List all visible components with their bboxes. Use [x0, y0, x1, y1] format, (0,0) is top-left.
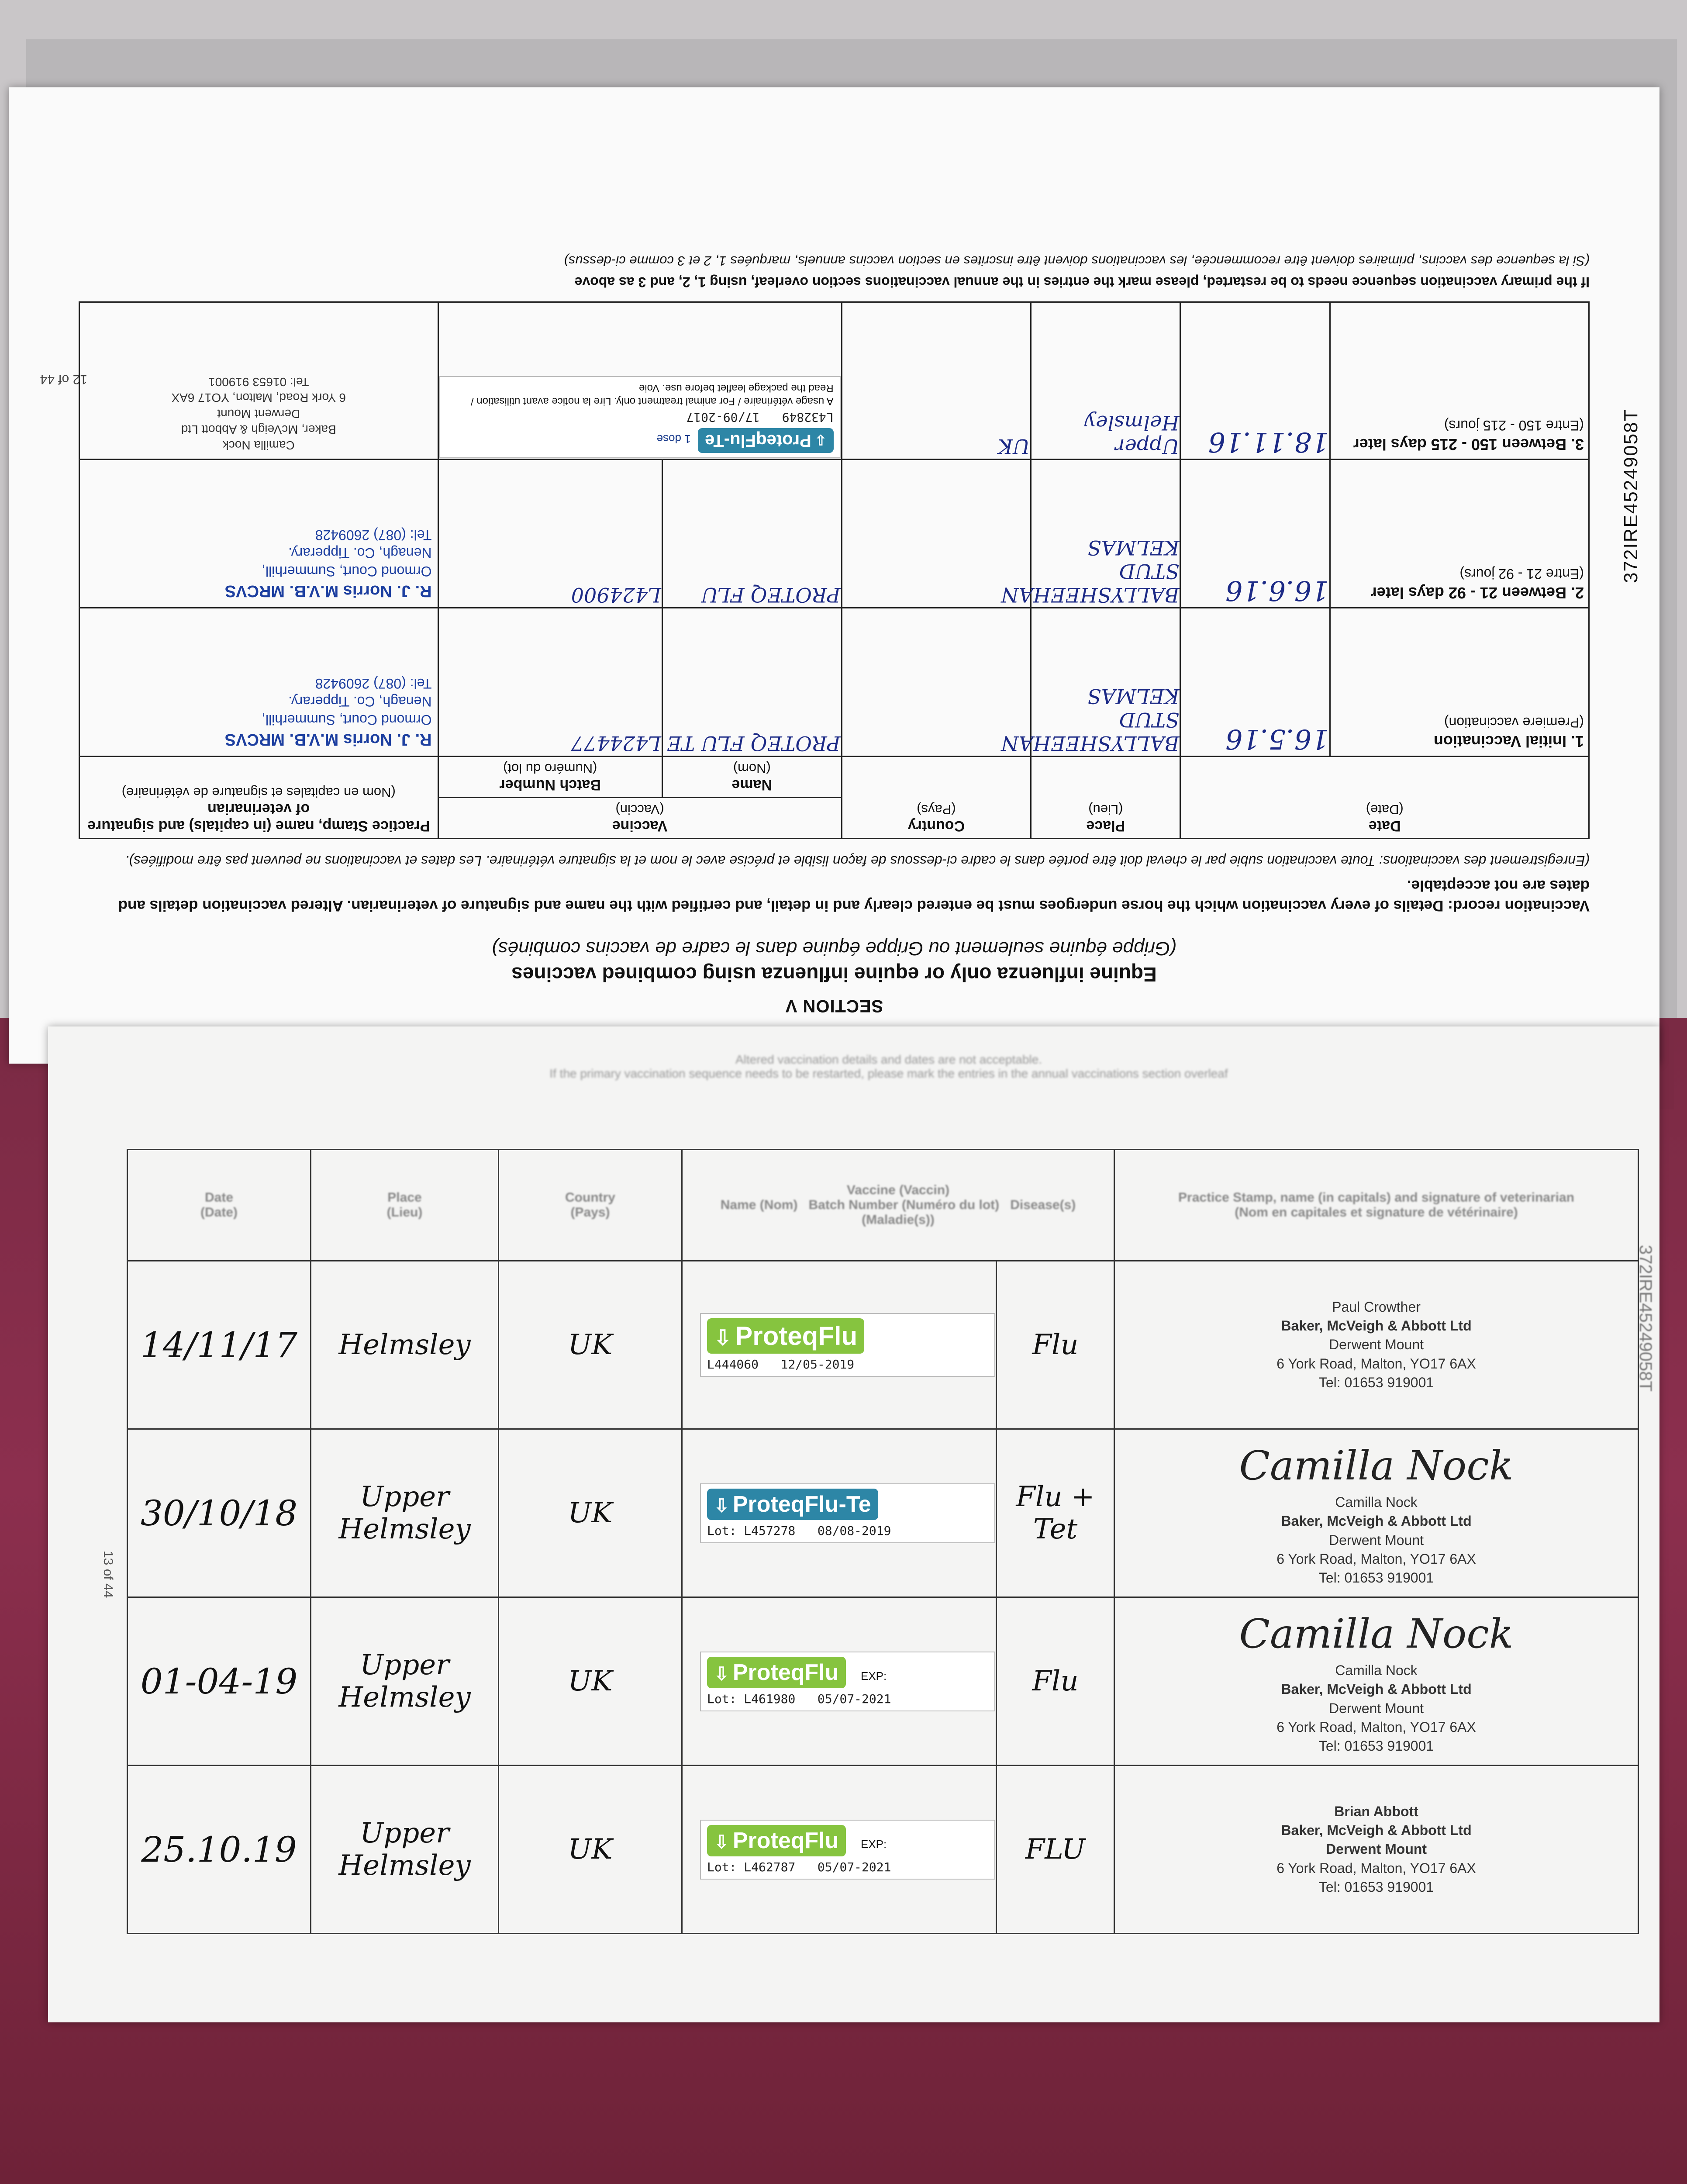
- country-cell: UK: [842, 302, 1031, 460]
- vaccine-sticker-cell: [682, 1261, 997, 1429]
- place-header: Place (Lieu): [1031, 757, 1180, 839]
- stamp-header: Practice Stamp, name (in capitals) and signature of veterinarian (Nom en capitales et signature de vétérinaire): [1114, 1150, 1639, 1261]
- date-cell: 16.5.16: [1180, 608, 1330, 757]
- table-row: [128, 1429, 1639, 1597]
- table-row: [79, 302, 1589, 460]
- table-row: [128, 1261, 1639, 1429]
- stamp-cell: Camilla Nock Camilla Nock Baker, McVeigh & Abbott Ltd Derwent Mount 6 York Road, Malton, YO17 6AX Tel: 01653 919001: [1114, 1597, 1639, 1766]
- stamp-cell: Brian Abbott Baker, McVeigh & Abbott Ltd Derwent Mount 6 York Road, Malton, YO17 6AX Tel: 01653 919001: [1114, 1766, 1639, 1934]
- date-cell: 30/10/18: [128, 1429, 311, 1597]
- table-header-row: [128, 1150, 1639, 1261]
- section-subtitle-fr: (Grippe équine seulement ou Grippe équine dans le cadre de vaccins combinés): [492, 938, 1176, 959]
- vaccine-sticker: ⇩ ProteqFlu EXP: Lot: L461980 05/07-2021: [700, 1652, 995, 1711]
- date-cell: 01-04-19: [128, 1597, 311, 1766]
- disease-cell: FLU: [997, 1766, 1114, 1934]
- passport-page-12: [9, 87, 1659, 1064]
- arrow-icon: ⇩: [714, 1663, 729, 1684]
- batch-cell: L424477: [438, 608, 662, 757]
- table-row: [79, 608, 1589, 757]
- country-cell: UK: [499, 1766, 682, 1934]
- vaccine-name-cell: PROTEQ FLU: [662, 460, 842, 608]
- disease-cell: Flu: [997, 1261, 1114, 1429]
- annual-vaccination-table: [127, 1149, 1639, 1934]
- passport-page-13: [48, 1026, 1659, 2022]
- date-cell: 14/11/17: [128, 1261, 311, 1429]
- table-row: [79, 460, 1589, 608]
- vaccination-table: [79, 301, 1590, 839]
- passport-id-side: 372IRE45249058T: [1636, 1245, 1655, 1392]
- row-label: 2. Between 21 - 92 days later (Entre 21 - 92 jours): [1330, 460, 1589, 608]
- date-cell: 25.10.19: [128, 1766, 311, 1934]
- date-header: Date (Date): [128, 1150, 311, 1261]
- blurred-heading: Altered vaccination details and dates are not acceptable. If the primary vaccination sequence needs to be restarted, please mark the entries in the annual vaccinations section overleaf: [549, 1053, 1228, 1080]
- vaccination-record-text-fr: (Enregistrement des vaccinations: Toute vaccination subie par le cheval doit être portée dans le cadre ci-dessous de façon lisible et précise avec le nom et la signature vétérinaire. Les dates et vaccinations ne peuvent pas être modifiées).: [125, 853, 1590, 869]
- arrow-icon: ⇩: [714, 1327, 732, 1350]
- stamp-cell: Camilla Nock Camilla Nock Baker, McVeigh & Abbott Ltd Derwent Mount 6 York Road, Malton, YO17 6AX Tel: 01653 919001: [1114, 1429, 1639, 1597]
- place-cell: Upper Helmsley: [1031, 302, 1180, 460]
- vaccine-name-cell: PROTEQ FLU TE: [662, 608, 842, 757]
- date-header: Date (Date): [1180, 757, 1589, 839]
- page-number: 12 of 44: [40, 372, 87, 387]
- place-cell: Upper Helmsley: [311, 1597, 499, 1766]
- batch-cell: L424900: [438, 460, 662, 608]
- arrow-icon: ⇩: [714, 1831, 729, 1852]
- stamp-header: Practice Stamp, name (in capitals) and signature of veterinarian (Nom en capitales et signature de vétérinaire): [79, 757, 438, 839]
- place-cell: BALLYSHEEHAN STUD KELMAS: [1031, 608, 1180, 757]
- place-header: Place (Lieu): [311, 1150, 499, 1261]
- section-title: SECTION V: [785, 996, 883, 1016]
- page-12-content: [9, 87, 1659, 1064]
- row-label: 1. Initial Vaccination (Premiere vaccination): [1330, 608, 1589, 757]
- stamp-cell: Camilla Nock Baker, McVeigh & Abbott Ltd Derwent Mount 6 York Road, Malton, YO17 6AX Tel: 01653 919001: [79, 302, 438, 460]
- page-number: 13 of 44: [101, 1551, 115, 1598]
- stamp-cell: R. J. Norris M.V.B. MRCVS Ormond Court, Summerhill, Nenagh, Co. Tipperary. Tel: (087) 2609428: [79, 460, 438, 608]
- vaccine-sticker-cell: [438, 302, 842, 460]
- country-cell: UK: [499, 1429, 682, 1597]
- date-cell: 16.6.16: [1180, 460, 1330, 608]
- vaccination-record-text: Vaccination record: Details of every vaccination which the horse undergoes must be entered clearly and in detail, and certified with the name and signature of veterinarian. Altered vaccination details and dates are not acceptable.: [118, 877, 1590, 914]
- vaccine-sticker: ⇩ ProteqFlu EXP: Lot: L462787 05/07-2021: [700, 1820, 995, 1880]
- vaccine-sticker: ⇩ ProteqFlu L444060 12/05-2019: [700, 1313, 995, 1377]
- batch-header: Batch Number (Numéro du lot): [438, 757, 662, 798]
- vaccine-sticker: ⇩ProteqFlu-Te 1 dose L432849 17/09-2017 A usage vétérinaire / For animal treatment only. Lire la notice avant utilisation / Read the package leaflet before use. Voie: [439, 376, 841, 458]
- country-header: Country (Pays): [499, 1150, 682, 1261]
- arrow-icon: ⇩: [814, 432, 827, 448]
- place-cell: BALLYSHEEHAN STUD KELMAS: [1031, 460, 1180, 608]
- vaccine-header: Vaccine (Vaccin) Name (Nom) Batch Number (Numéro du lot) Disease(s) (Maladie(s)): [682, 1150, 1114, 1261]
- place-cell: Upper Helmsley: [311, 1766, 499, 1934]
- passport-id: 372IRE45249058T: [1620, 408, 1642, 583]
- arrow-icon: ⇩: [714, 1495, 729, 1516]
- country-cell: UK: [499, 1597, 682, 1766]
- place-cell: Helmsley: [311, 1261, 499, 1429]
- country-cell: UK: [499, 1261, 682, 1429]
- disease-cell: Flu: [997, 1597, 1114, 1766]
- table-row: [128, 1766, 1639, 1934]
- place-cell: Upper Helmsley: [311, 1429, 499, 1597]
- vaccine-sticker-cell: [682, 1429, 997, 1597]
- section-subtitle: Equine influenza only or equine influenza using combined vaccines: [511, 963, 1157, 986]
- vaccine-sticker-cell: [682, 1597, 997, 1766]
- name-header: Name (Nom): [662, 757, 842, 798]
- date-cell: 18.11.16: [1180, 302, 1330, 460]
- table-header-row: [79, 798, 1589, 839]
- stamp-cell: Paul Crowther Baker, McVeigh & Abbott Ltd Derwent Mount 6 York Road, Malton, YO17 6AX Tel: 01653 919001: [1114, 1261, 1639, 1429]
- vaccine-sticker: ⇩ ProteqFlu-Te Lot: L457278 08/08-2019: [700, 1483, 995, 1543]
- disease-cell: Flu + Tet: [997, 1429, 1114, 1597]
- footnote: If the primary vaccination sequence needs to be restarted, please mark the entries in the annual vaccinations section overleaf, using 1, 2, and 3 as above: [574, 274, 1590, 290]
- row-label: 3. Between 150 - 215 days later (Entre 150 - 215 jours): [1330, 302, 1589, 460]
- table-row: [128, 1597, 1639, 1766]
- footnote-fr: (Si la sequence des vaccins, primaires doivent être recommencée, les vaccinations doivent être inscrites en section vaccins annuels, marquées 1, 2 et 3 comme ci-dessus): [564, 253, 1590, 269]
- vaccine-sticker-cell: [682, 1766, 997, 1934]
- country-header: Country (Pays): [842, 757, 1031, 839]
- stamp-cell: R. J. Norris M.V.B. MRCVS Ormond Court, Summerhill, Nenagh, Co. Tipperary. Tel: (087) 2609428: [79, 608, 438, 757]
- vaccine-header: Vaccine (Vaccin): [438, 798, 842, 839]
